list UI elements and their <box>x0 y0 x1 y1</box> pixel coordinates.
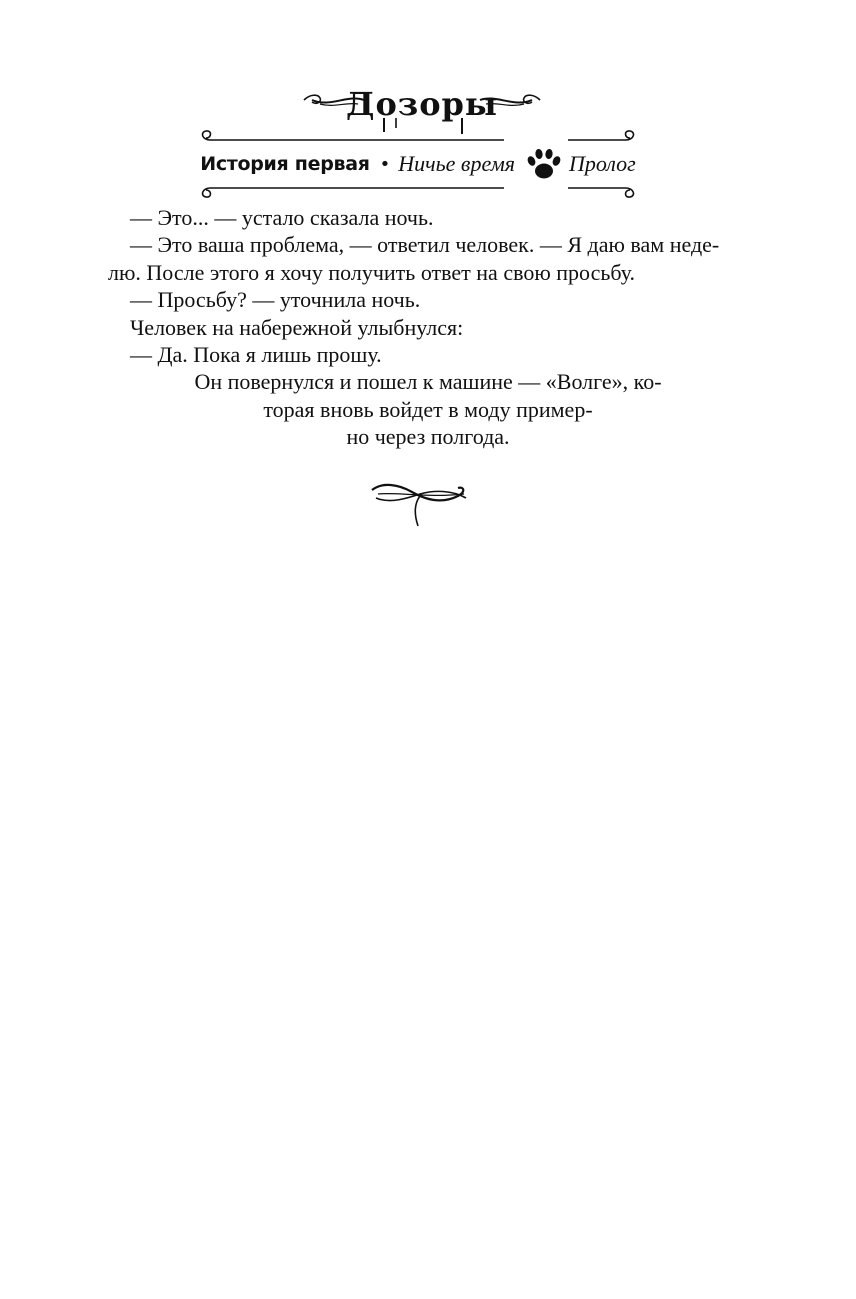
text-line: Человек на набережной улыбнулся: <box>130 314 464 340</box>
separator-bullet: • <box>379 153 391 175</box>
flourish-ornament-icon <box>368 474 472 530</box>
text-line: но через полгода. <box>346 424 510 450</box>
chapter-line <box>196 146 640 182</box>
chapter-title: Пролог <box>568 151 636 176</box>
paw-print-icon <box>525 146 563 182</box>
text-line: лю. После этого я хочу получить ответ на свою просьбу. <box>108 259 636 285</box>
body-text <box>108 204 748 451</box>
text-line: — Да. Пока я лишь прошу. <box>130 342 382 368</box>
text-line: Он повернулся и пошел к машине — «Волге», ко- <box>194 369 662 395</box>
story-title: История первая <box>200 153 370 175</box>
text-line: торая вновь войдет в моду пример- <box>263 396 593 422</box>
series-logo-text: Дозоры <box>345 85 498 123</box>
part-title: Ничье время <box>398 151 515 176</box>
text-line: — Это ваша проблема, — ответил человек. — Я даю вам неде- <box>130 232 720 258</box>
chapter-header <box>196 128 640 200</box>
text-line: — Просьбу? — уточнила ночь. <box>130 287 421 313</box>
text-line: — Это... — устало сказала ночь. <box>130 205 434 230</box>
